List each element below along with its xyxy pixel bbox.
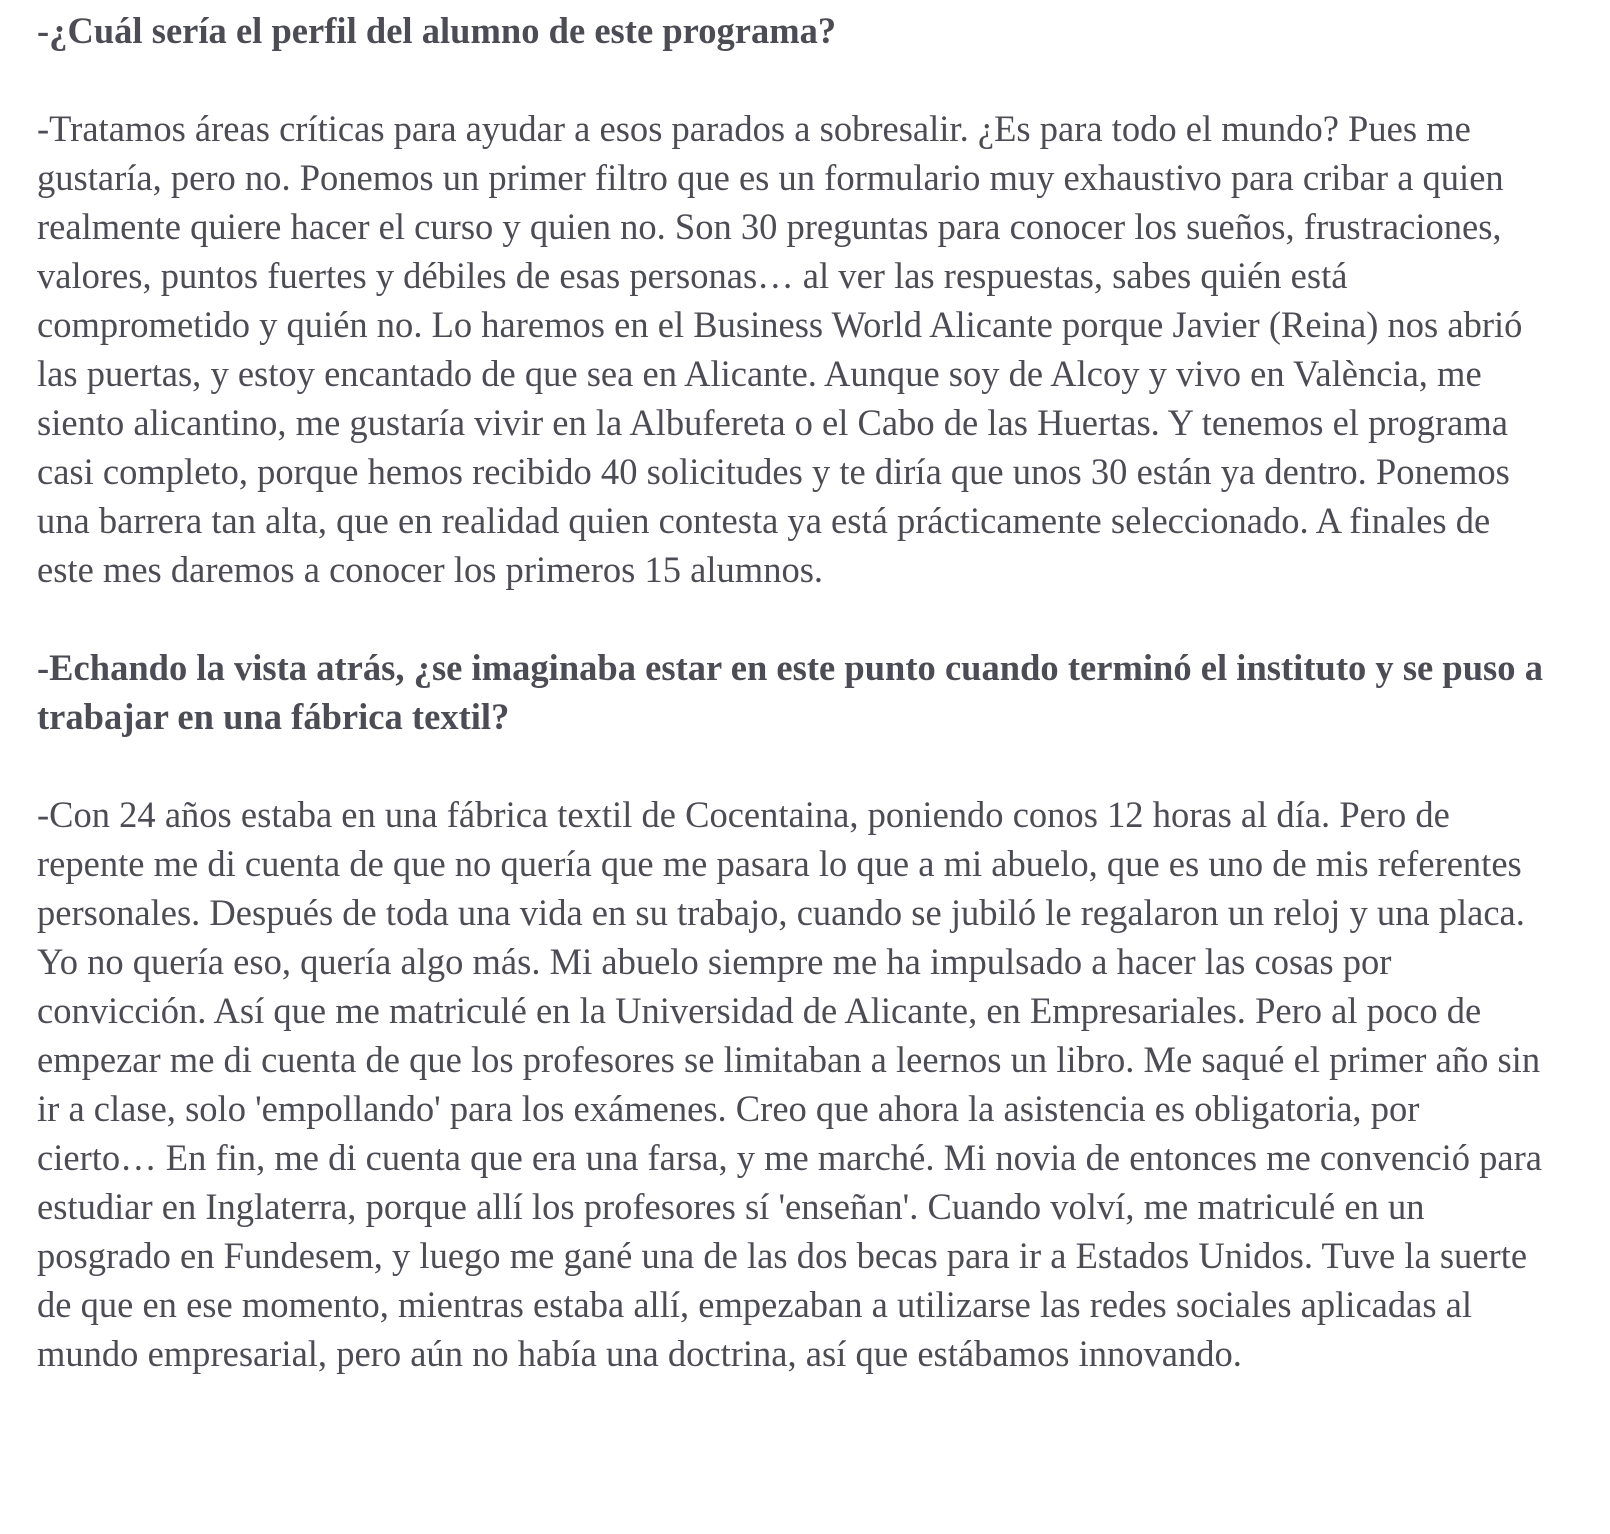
- block-spacer: [37, 594, 1550, 643]
- interview-answer: -Tratamos áreas críticas para ayudar a esos parados a sobresalir. ¿Es para todo el mundo? Pues me gustaría, pero no. Ponemos un primer filtro que es un formulario muy exhaustivo para cribar a quien realmente quiere hacer el curso y quien no. Son 30 preguntas para conocer los sueños, frustraciones, valores, puntos fuertes y débiles de esas personas… al ver las respuestas, sabes quién está comprometido y quién no. Lo haremos en el Business World Alicante porque Javier (Reina) nos abrió las puertas, y estoy encantado de que sea en Alicante. Aunque soy de Alcoy y vivo en València, me siento alicantino, me gustaría vivir en la Albufereta o el Cabo de las Huertas. Y tenemos el programa casi completo, porque hemos recibido 40 solicitudes y te diría que unos 30 están ya dentro. Ponemos una barrera tan alta, que en realidad quien contesta ya está prácticamente seleccionado. A finales de este mes daremos a conocer los primeros 15 alumnos.: [37, 108, 1523, 590]
- interview-answer: -Con 24 años estaba en una fábrica textil de Cocentaina, poniendo conos 12 horas al día. Pero de repente me di cuenta de que no quería que me pasara lo que a mi abuelo, que es uno de mis referentes personales. Después de toda una vida en su trabajo, cuando se jubiló le regalaron un reloj y una placa. Yo no quería eso, quería algo más. Mi abuelo siempre me ha impulsado a hacer las cosas por convicción. Así que me matriculé en la Universidad de Alicante, en Empresariales. Pero al poco de empezar me di cuenta de que los profesores se limitaban a leernos un libro. Me saqué el primer año sin ir a clase, solo 'empollando' para los exámenes. Creo que ahora la asistencia es obligatoria, por cierto… En fin, me di cuenta que era una farsa, y me marché. Mi novia de entonces me convenció para estudiar en Inglaterra, porque allí los profesores sí 'enseñan'. Cuando volví, me matriculé en un posgrado en Fundesem, y luego me gané una de las dos becas para ir a Estados Unidos. Tuve la suerte de que en ese momento, mientras estaba allí, empezaban a utilizarse las redes sociales aplicadas al mundo empresarial, pero aún no había una doctrina, así que estábamos innovando.: [37, 794, 1542, 1374]
- qa-block-2: [37, 104, 1550, 594]
- block-spacer: [37, 55, 1550, 104]
- qa-block-4: [37, 790, 1550, 1378]
- qa-block-3: [37, 643, 1550, 741]
- block-spacer: [37, 741, 1550, 790]
- interview-question: -¿Cuál sería el perfil del alumno de este programa?: [37, 10, 837, 51]
- qa-block-1: [37, 6, 1550, 55]
- interview-question: -Echando la vista atrás, ¿se imaginaba estar en este punto cuando terminó el instituto y se puso a trabajar en una fábrica textil?: [37, 647, 1543, 737]
